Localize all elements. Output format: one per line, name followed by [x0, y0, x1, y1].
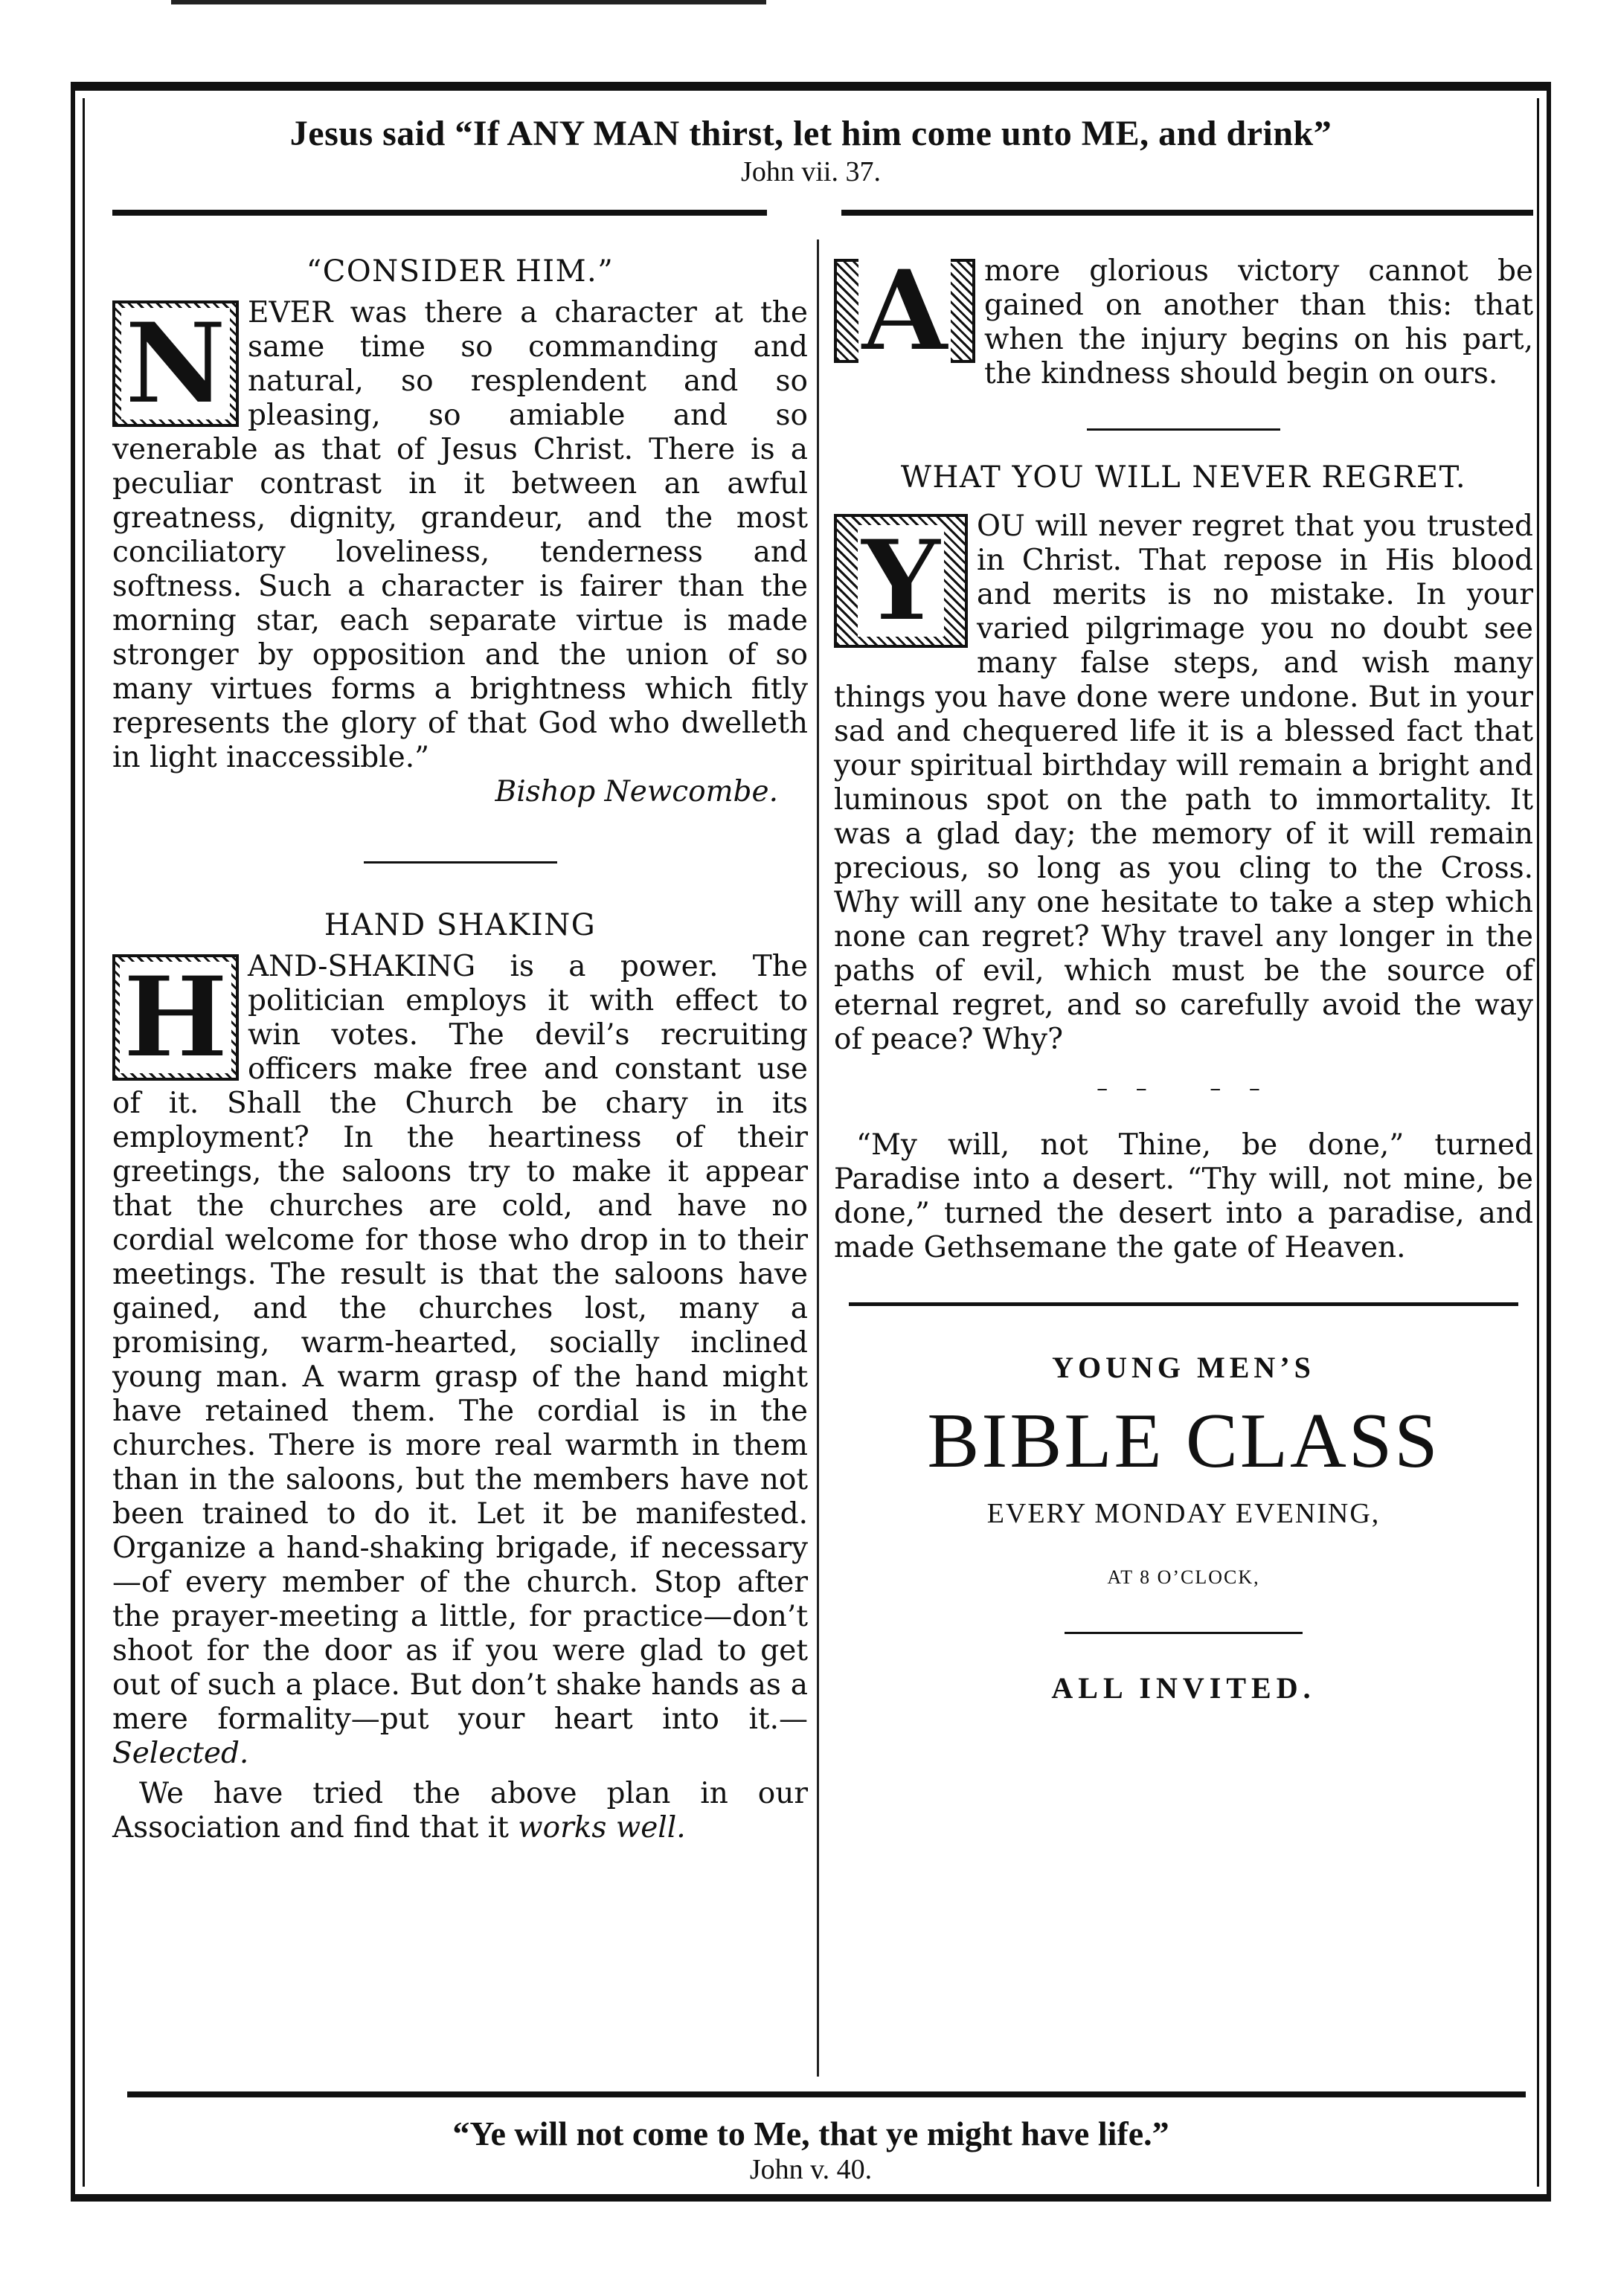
never-regret-body: OU will never regret that you trusted in Christ. That repose in His blood and merits is no mistake. In your varied pilgrimage you no doubt see many false steps, and wish many things you have done were undone. But in your sad and chequered life it is a blessed fact that your spiritual birthday will remain a bright and luminous spot on the path to immortality. It was a glad day; the memory of it will remain precious, so long as you cling to the Cross. Why will any one hesitate to take a step which none can regret? Why travel any longer in the paths of evil, which must be the source of eternal regret, and so carefully avoid the way of peace? Why?	[834, 509, 1533, 1056]
footer-rule	[127, 2091, 1526, 2097]
notice-line-bible-class: BIBLE CLASS	[927, 1397, 1440, 1484]
consider-attribution: Bishop Newcombe.	[495, 775, 778, 808]
header-rule-left	[112, 210, 767, 216]
header-rule-right	[841, 210, 1533, 216]
column-separator	[817, 239, 819, 2077]
dropcap-h-icon: H	[112, 954, 239, 1081]
border-inner-right	[1537, 98, 1539, 2187]
association-note-text: We have tried the above plan in our Association and find that it	[112, 1777, 808, 1845]
header-reference: John vii. 37.	[741, 156, 881, 187]
association-note	[112, 1777, 808, 1845]
section-divider	[364, 861, 557, 864]
bible-class-notice	[834, 1302, 1533, 1705]
dropcap-a-icon: A	[834, 259, 975, 363]
notice-line-time: AT 8 O’CLOCK,	[1107, 1566, 1260, 1588]
border-inner-left	[83, 98, 85, 2187]
dashed-divider: – – – –	[1097, 1075, 1271, 1102]
my-will-paragraph: “My will, not Thine, be done,” turned Paradise into a desert. “Thy will, not mine, be done,” turned the desert into a paradise, and made Gethsemane the gate of Heaven.	[834, 1128, 1533, 1264]
notice-top-rule	[849, 1302, 1518, 1306]
header	[75, 113, 1547, 188]
hand-shaking-title: HAND SHAKING	[324, 908, 597, 942]
left-column	[112, 254, 808, 1845]
never-regret-title: WHAT YOU WILL NEVER REGRET.	[900, 460, 1467, 495]
victory-paragraph	[834, 245, 1533, 391]
footer-reference: John v. 40.	[749, 2154, 873, 2185]
victory-body: more glorious victory cannot be gained on another than this: that when the injury begins on his part, the kindness should begin on ours.	[984, 254, 1533, 390]
hand-shaking-body: AND-SHAKING is a power. The politician employs it with effect to win votes. The devil’s recruiting officers make free and constant use of it. Shall the Church be chary in its employment? In the heartiness of their greetings, the saloons try to make it appear that the churches are cold, and have no cordial welcome for those who drop in to their meetings. The result is that the saloons have gained, and the churches lost, many a promising, warm-hearted, socially inclined young man. A warm grasp of the hand might have retained them. The cordial is in the churches. There is more real warmth in them than in the saloons, but the members have not been trained to do it. Let it be manifested. Organize a hand-shaking brigade, if necessary—of every member of the church. Stop after the prayer-meeting a little, for practice—don’t shoot for the door as if you were glad to get out of such a place. But don’t shake hands as a mere formality—put your heart into it.—	[112, 950, 808, 1736]
footer	[75, 2114, 1547, 2186]
dropcap-n-icon: N	[112, 300, 239, 427]
notice-line-schedule: EVERY MONDAY EVENING,	[986, 1498, 1381, 1529]
section-divider	[1087, 428, 1280, 431]
notice-short-rule	[1065, 1632, 1303, 1634]
top-edge-rule	[171, 0, 766, 4]
notice-line-young-mens: YOUNG MEN’S	[1052, 1351, 1315, 1384]
header-verse: Jesus said “If ANY MAN thirst, let him come unto ME, and drink”	[289, 114, 1332, 153]
hand-shaking-paragraph	[112, 950, 808, 1771]
hand-shaking-source: Selected.	[112, 1737, 249, 1770]
consider-paragraph	[112, 296, 808, 775]
never-regret-paragraph	[834, 509, 1533, 1057]
association-note-italic: works well.	[518, 1811, 686, 1845]
right-column	[834, 245, 1533, 1705]
consider-title: “CONSIDER HIM.”	[306, 254, 614, 289]
dropcap-y-icon: Y	[834, 514, 968, 648]
page-border	[71, 82, 1551, 2202]
notice-line-invited: ALL INVITED.	[1051, 1671, 1316, 1705]
consider-body: EVER was there a character at the same time so commanding and natural, so resplendent and so pleasing, so amiable and so venerable as that of Jesus Christ. There is a peculiar contrast in it between an awful greatness, dignity, grandeur, and the most conciliatory loveliness, tenderness and softness. Such a character is fairer than the morning star, each separate virtue is made stronger by opposition and the union of so many virtues forms a brightness which fitly represents the glory of that God who dwelleth in light inaccessible.”	[112, 296, 808, 774]
footer-verse: “Ye will not come to Me, that ye might have life.”	[452, 2115, 1169, 2152]
